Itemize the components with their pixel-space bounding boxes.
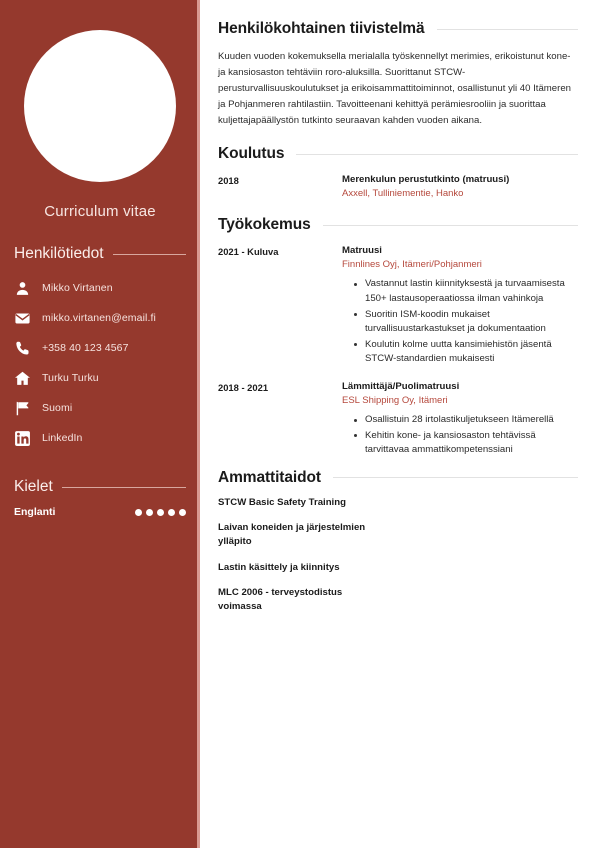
list-item: Suoritin ISM-koodin mukaiset turvallisuustarkastukset ja dokumentaation <box>354 308 578 337</box>
contact-country <box>14 393 186 423</box>
experience-entry <box>218 245 578 270</box>
contact-phone[interactable] <box>14 333 186 363</box>
skill-item: MLC 2006 - terveystodistus voimassa <box>218 587 343 613</box>
level-dot <box>168 509 175 516</box>
skill-item: Laivan koneiden ja järjestelmien ylläpito <box>218 522 366 548</box>
home-icon <box>14 370 31 387</box>
summary-section-heading <box>218 20 578 38</box>
personal-details-heading-label: Henkilötiedot <box>14 245 104 262</box>
avatar <box>24 30 176 182</box>
experience-org: ESL Shipping Oy, Itämeri <box>342 395 448 407</box>
language-level-dots <box>135 509 186 516</box>
level-dot <box>157 509 164 516</box>
experience-period: 2018 - 2021 <box>218 382 269 394</box>
contact-country-label: Suomi <box>42 402 73 414</box>
spacer <box>218 203 578 216</box>
education-entry <box>218 174 578 199</box>
level-dot <box>146 509 153 516</box>
sidebar <box>0 0 200 848</box>
contact-name-label: Mikko Virtanen <box>42 282 113 294</box>
flag-icon <box>14 400 31 417</box>
language-name: Englanti <box>14 506 56 518</box>
contact-address-label: Turku Turku <box>42 372 99 384</box>
list-item: Kehitin kone- ja kansiosaston tehtävissä tarvittavaa ammattikompetenssiani <box>354 429 578 458</box>
contact-phone-label: +358 40 123 4567 <box>42 342 129 354</box>
contact-linkedin-label: LinkedIn <box>42 432 83 444</box>
experience-details <box>342 381 578 406</box>
contact-linkedin[interactable] <box>14 423 186 453</box>
contact-email-label: mikko.virtanen@email.fi <box>42 312 156 324</box>
education-section-heading <box>218 145 578 163</box>
contact-address <box>14 363 186 393</box>
contact-list <box>14 273 186 453</box>
languages-heading-label: Kielet <box>14 478 53 495</box>
experience-bullets <box>218 277 578 367</box>
heading-rule <box>113 254 186 255</box>
heading-rule <box>437 29 578 30</box>
level-dot <box>135 509 142 516</box>
summary-text: Kuuden vuoden kokemuksella merialalla työskennellyt merimies, erikoistunut kone- ja kansiosaston tehtäviin roro-aluksilla. Suorittanut STCW-perusturvallisuuskoulutukset ja erikoisammattitoiminnot, osallistunut yli 40 Itämeren ja Pohjanmeren rahtilastiin. Tavoitteenani kehittyä perämiesrooliin ja suorittaa kuljettajapäällystön tutkinto seuraavan kahden vuoden aikana. <box>218 51 571 127</box>
heading-rule <box>296 154 578 155</box>
personal-details-heading <box>14 245 186 263</box>
experience-entry <box>218 381 578 406</box>
spacer <box>218 459 578 469</box>
education-period: 2018 <box>218 175 239 187</box>
experience-role: Matruusi <box>342 245 382 257</box>
languages-heading <box>14 478 186 496</box>
list-item: Vastannut lastin kiinnityksestä ja turvaamisesta 150+ lastausoperaatiossa ilman vahinkoja <box>354 277 578 306</box>
list-item: Osallistuin 28 irtolastikuljetukseen Itämerellä <box>354 413 578 428</box>
contact-email[interactable] <box>14 303 186 333</box>
skills-list <box>218 496 578 615</box>
experience-section-heading <box>218 216 578 234</box>
level-dot <box>179 509 186 516</box>
contact-name <box>14 273 186 303</box>
experience-heading-label: Työkokemus <box>218 216 311 234</box>
education-heading-label: Koulutus <box>218 145 285 163</box>
skill-item: Lastin käsittely ja kiinnitys <box>218 561 340 573</box>
heading-rule <box>323 225 578 226</box>
cv-title: Curriculum vitae <box>44 203 156 220</box>
experience-details <box>342 245 578 270</box>
main-content <box>200 0 600 848</box>
skill-item: STCW Basic Safety Training <box>218 496 346 508</box>
list-item: Koulutin kolme uutta kansimiehistön jäsentä STCW-standardien mukaisesti <box>354 338 578 367</box>
person-icon <box>14 280 31 297</box>
skills-section-heading <box>218 469 578 487</box>
experience-role: Lämmittäjä/Puolimatruusi <box>342 381 460 393</box>
education-details <box>342 174 578 199</box>
sidebar-edge-stripe <box>197 0 200 848</box>
phone-icon <box>14 340 31 357</box>
summary-heading-label: Henkilökohtainen tiivistelmä <box>218 20 425 37</box>
experience-period: 2021 - Kuluva <box>218 246 279 258</box>
envelope-icon <box>14 310 31 327</box>
education-school: Axxell, Tulliniementie, Hanko <box>342 188 464 200</box>
education-degree: Merenkulun perustutkinto (matruusi) <box>342 174 510 186</box>
spacer <box>218 368 578 381</box>
linkedin-icon <box>14 430 31 447</box>
heading-rule <box>62 487 186 488</box>
skills-heading-label: Ammattitaidot <box>218 468 321 486</box>
heading-rule <box>333 477 578 478</box>
experience-bullets <box>218 413 578 458</box>
language-item-englanti <box>14 506 186 518</box>
experience-org: Finnlines Oyj, Itämeri/Pohjanmeri <box>342 259 482 271</box>
